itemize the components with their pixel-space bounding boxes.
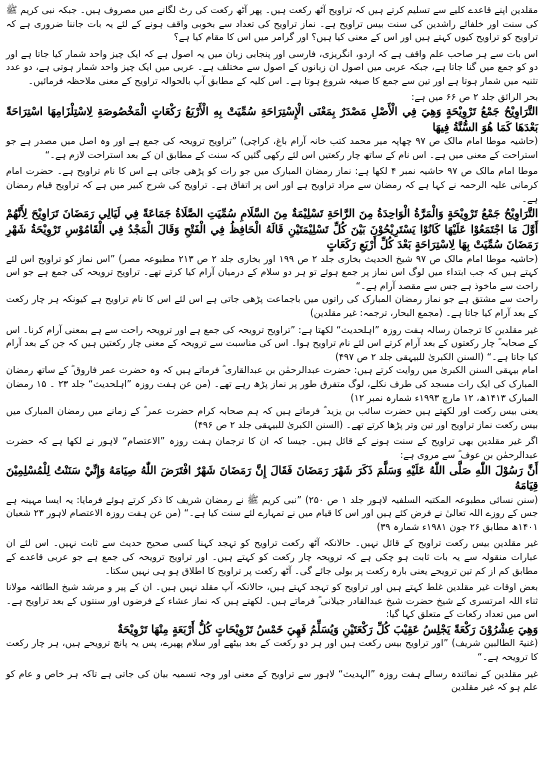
ghunya-intro-paragraph: بعض اوقات غیر مقلدین غلط کہتے ہیں اور تراویح کو تہجد کہتے ہیں، حالانکہ آپ مقلد نہیں ہیں۔ ان کے پیر و مرشد شیخ الطائفہ مولانا ثناء اللہ امرتسری کے شیخ حضرت شیخ عبدالقادر جیلانی ؓ فرماتے ہیں۔ لکھتے ہیں کہ نماز عشاء کے فرضوں اور سنتوں کے بعد تراویح ہے۔ اس میں تعداد رکعات کے متعلق کہا گیا: — [6, 582, 538, 621]
closing-paragraph: غیر مقلدین کے نمائندہ رسالے ہفت روزہ ”الہدیث“ لاہور سے تراویح کے معنی اور وجہ تسمیہ بیان کی جاتی ہے تاکہ ہر خاص و عام کو علم ہو کہ غیر مقلدین — [6, 668, 538, 694]
muwatta-paragraph: موطا امام مالک ص ۹۷ حاشیہ نمبر ۴ لکھا ہے: نماز رمضان المبارک میں جو رات کو پڑھی جاتی ہے اس کا نام تراویح ہے۔ حضرت امام کرمانی علیہ الرحمہ نے کہا ہے کہ رمضان سے مراد تراویح ہے اور اس پر اتفاق ہے۔ تراویح کی شرح کبیر میں ہے کہ تراویح قیام رمضان ہے۔ — [6, 166, 538, 205]
twenty-rakat-paragraph: یعنی بیس رکعت اور لکھتے ہیں حضرت سائب بن یزید ؓ فرماتے ہیں کہ ہم صحابہ کرام حضرت عمر ؓ کے زمانے میں رمضان المبارک میں بیس رکعت نماز تراویح اور تین وتر پڑھا کرتے تھے۔ (السنن الکبریٰ للبیہقی جلد ۲ ص ۴۹۶) — [6, 406, 538, 431]
majma-paragraph: راحت سے مشتق ہے جو نماز رمضان المبارک کی راتوں میں باجماعت پڑھی جاتی ہے اس لئے اس کا نام تراویح ہے کیونکہ ہر چار رکعت کے بعد آرام کیا جاتا ہے۔ (مجمع البحار، ترجمہ: غیر مقلدین) — [6, 294, 538, 319]
translation-paragraph: (حاشیہ موطا امام مالک ص ۹۷ چھاپہ میر محمد کتب خانہ آرام باغ، کراچی) ”تراویح ترویحہ کی جمع ہے اور وہ اصل میں مصدر ہے جو استراحت کے معنی میں ہے۔ اس نام کے ساتھ چار رکعتیں اس لئے رکھی گئیں کہ سنت کے مطابق ان کے بعد استراحت لازم ہے۔“ — [6, 136, 538, 161]
argument-paragraph: غیر مقلدین بیس رکعت تراویح کے قائل نہیں۔ حالانکہ آٹھ رکعت تراویح کو تہجد کہنا کسی صحیح حدیث سے ثابت نہیں۔ اس لئے ان عبارات منقولہ سے یہ بات ثابت ہو چکی ہے کہ ترویحہ چار رکعت کو کہتے ہیں۔ اور تراویح ترویحہ کی جمع ہے جو عربی قاعدے کے مطابق کم از کم تین ترویحے یعنی بارہ رکعت پر بولی جائے گی۔ آٹھ رکعت پر تراویح کا اطلاق ہو ہی نہیں سکتا۔ — [6, 538, 538, 577]
grammar-rule-paragraph: اس بات سے ہر صاحب علم واقف ہے کہ اردو، انگریزی، فارسی اور پنجابی زبان میں یہ اصول ہے کہ ایک چیز واحد شمار کیا جاتا ہے اور دو کو جمع میں گنا جاتا ہے، جبکہ عربی میں اصول ان زبانوں کے اصول سے مختلف ہے۔ عربی میں ایک چیز واحد شمار ہوتی ہے، دو عدد تثنیہ میں شمار ہوتا ہے اور تین سے جمع کا صیغہ شروع ہوتا ہے۔ اس کلیہ کے مطابق آپ بالحوالہ تراویح کے معنی ملاحظہ فرمائیں۔ — [6, 48, 538, 87]
ahlehadith-paragraph: غیر مقلدین کا ترجمان رسالہ ہفت روزہ ”اہلحدیث“ لکھتا ہے: ”تراویح ترویحہ کی جمع ہے اور ترویحہ راحت سے ہے بمعنی آرام کرنا۔ اس کے صحابہ ؓ چار رکعتوں کے بعد آرام کرتے اس لئے نام تراویح ہوا۔ اس کی مناسبت سے ترویحہ کے معنی چار رکعتیں ہیں کہ جن کے بعد آرام کیا جاتا ہے۔“ (السنن الکبریٰ للبیہقی جلد ۲ ص ۴۹۷) — [6, 324, 538, 363]
arabic-quote-bahr: التَّرَاوِيْحُ جَمْعُ تَرْوِيْحَةٍ وَهِيَ فِي الْأَصْلِ مَصْدَرٌ بِمَعْنَى الْإِسْتِرَاحَةِ سُمِّيَتْ بِهِ الْأَرْبَعُ رَكْعَاتٍ الْمَخْصُوصَةِ لِاسْتِلْزَامِهَا اسْتِرَاحَةً بَعْدَهَا كَمَا هُوَ السُّنَّةُ فِيهَا — [6, 105, 538, 134]
bayhaqi-paragraph: امام بیہقی السنن الکبریٰ میں روایت کرتے ہیں: حضرت عبدالرحمٰن بن عبدالقاری ؓ فرماتے ہیں کہ وہ حضرت عمر فاروق ؓ کے ساتھ رمضان المبارک کی ایک رات مسجد کی طرف نکلے، لوگ متفرق طور پر نماز پڑھ رہے تھے۔ (من عن ہفت روزہ ”اہلحدیث“ جلد ۲۳ ۔ ۱۵ رمضان المبارک ۱۴۱۳ھ، ۱۲ مارچ ۱۹۹۳ء شمارہ نمبر ۱۲) — [6, 365, 538, 404]
ghunya-translation-paragraph: (غنیۃ الطالبین شریف) ”اور تراویح بیس رکعت ہیں اور ہر دو رکعت کے بعد بیٹھے اور سلام پھیرے، پس یہ پانچ ترویحے ہیں، ہر چار رکعت کا ترویحہ ہے۔“ — [6, 638, 538, 663]
sunnah-paragraph: اگر غیر مقلدین بھی تراویح کے سنت ہونے کے قائل ہیں۔ جیسا کہ ان کا ترجمان ہفت روزہ ”الاعتصام“ لاہور نے لکھا ہے کہ حضرت عبدالرحمٰن بن عوف ؓ سے مروی ہے: — [6, 436, 538, 461]
nasai-citation-paragraph: (سنن نسائی مطبوعہ المکتبہ السلفیہ لاہور جلد ۱ ص ۲۵۰) ”نبی کریم ﷺ نے رمضان شریف کا ذکر کرتے ہوئے فرمایا: یہ ایسا مہینہ ہے جس کے روزے اللہ تعالیٰ نے فرض کئے ہیں اور اس کا قیام میں نے تمہارے لئے سنت کیا ہے۔“ (من عن ہفت روزہ الاعتصام لاہور ۲۳ شعبان ۱۴۰۱ھ مطابق ۲۶ جون ۱۹۸۱ء شمارہ ۳۹) — [6, 494, 539, 533]
reference-heading: بحر الرائق جلد ۲ ص ۶۶ میں ہے: — [411, 91, 538, 103]
arabic-quote-ghunya: وَهِيَ عِشْرُوْنَ رَكْعَةً يَجْلِسُ عَقِيْبَ كُلِّ رَكْعَتَيْنِ وَيُسَلِّمُ فَهِيَ خَمْسُ تَرْوِيْحَاتٍ كُلُّ أَرْبَعَةٍ مِنْهَا تَرْوِيْحَةٌ — [117, 622, 538, 636]
arabic-quote-nasai: أَنَّ رَسُوْلَ اللّٰهِ صَلَّى اللّٰهُ عَلَيْهِ وَسَلَّمَ ذَكَرَ شَهْرَ رَمَضَانَ فَقَالَ إِنَّ رَمَضَانَ شَهْرٌ افْتَرَضَ اللّٰهُ صِيَامَهُ وَإِنِّيْ سَنَنْتُ لِلْمُسْلِمِيْنَ قِيَامَهُ — [6, 463, 538, 493]
intro-paragraph: مقلدین اپنے قاعدے کلیے سے تسلیم کرتے ہیں کہ تراویح آٹھ رکعت ہیں۔ پھر آٹھ رکعت کی رٹ لگانے میں مصروف ہیں۔ جبکہ نبی کریم ﷺ کی سنت اور خلفائے راشدین کی سنت بیس تراویح ہے۔ نماز تراویح کی تعداد سے بخوبی واقف ہونے کے لئے یہ بات جاننا ضروری ہے کہ تراویح کو تراویح کیوں کہتے ہیں اور اس کے معنی کیا ہیں؟ اور گرامر میں اس کا مقام کیا ہے؟ — [6, 5, 538, 44]
arabic-quote-fath: التَّرَاوِيْحُ جَمْعُ تَرْوِيْحَةٍ وَالْمَرَّةُ الْوَاحِدَةُ مِنَ الرَّاحَةِ تَسْلِيْمَةٌ مِنَ السَّلَامِ سُمِّيَتِ الصَّلَاةُ جَمَاعَةً فِي لَيَالِي رَمَضَانَ تَرَاوِيْحَ لِأَنَّهُمْ أَوَّلَ مَا اجْتَمَعُوْا عَلَيْهَا كَانُوْا يَسْتَرِيْحُوْنَ بَيْنَ كُلِّ تَسْلِيْمَتَيْنِ قَالَهُ الْحَافِظُ فِي الْفَتْحِ وَقَالَ الْمَجْدُ فِي الْقَامُوْسِ تَرْوِيْحَةُ شَهْرِ رَمَضَانَ سُمِّيَتْ بِهَا لِاسْتِرَاحَةٍ بَعْدَ كُلِّ أَرْبَعِ رَكَعَاتٍ — [6, 207, 538, 252]
citation-paragraph: (حاشیہ موطا امام مالک ص ۹۷ شیخ الحدیث بخاری جلد ۲ ص ۱۹۹ اور بخاری جلد ۲ ص ۲۱۳ مطبوعہ مصر) ”اس نماز کو تراویح اس لئے کہتے ہیں کہ جب ابتداء میں لوگ اس نماز پر جمع ہوئے تو ہر دو سلام کے درمیان آرام کیا کرتے تھے۔ تراویح ترویحہ کی جمع ہے جو اس راحت سے ماخوذ ہے جس سے مقصد آرام ہے۔“ — [6, 253, 538, 292]
